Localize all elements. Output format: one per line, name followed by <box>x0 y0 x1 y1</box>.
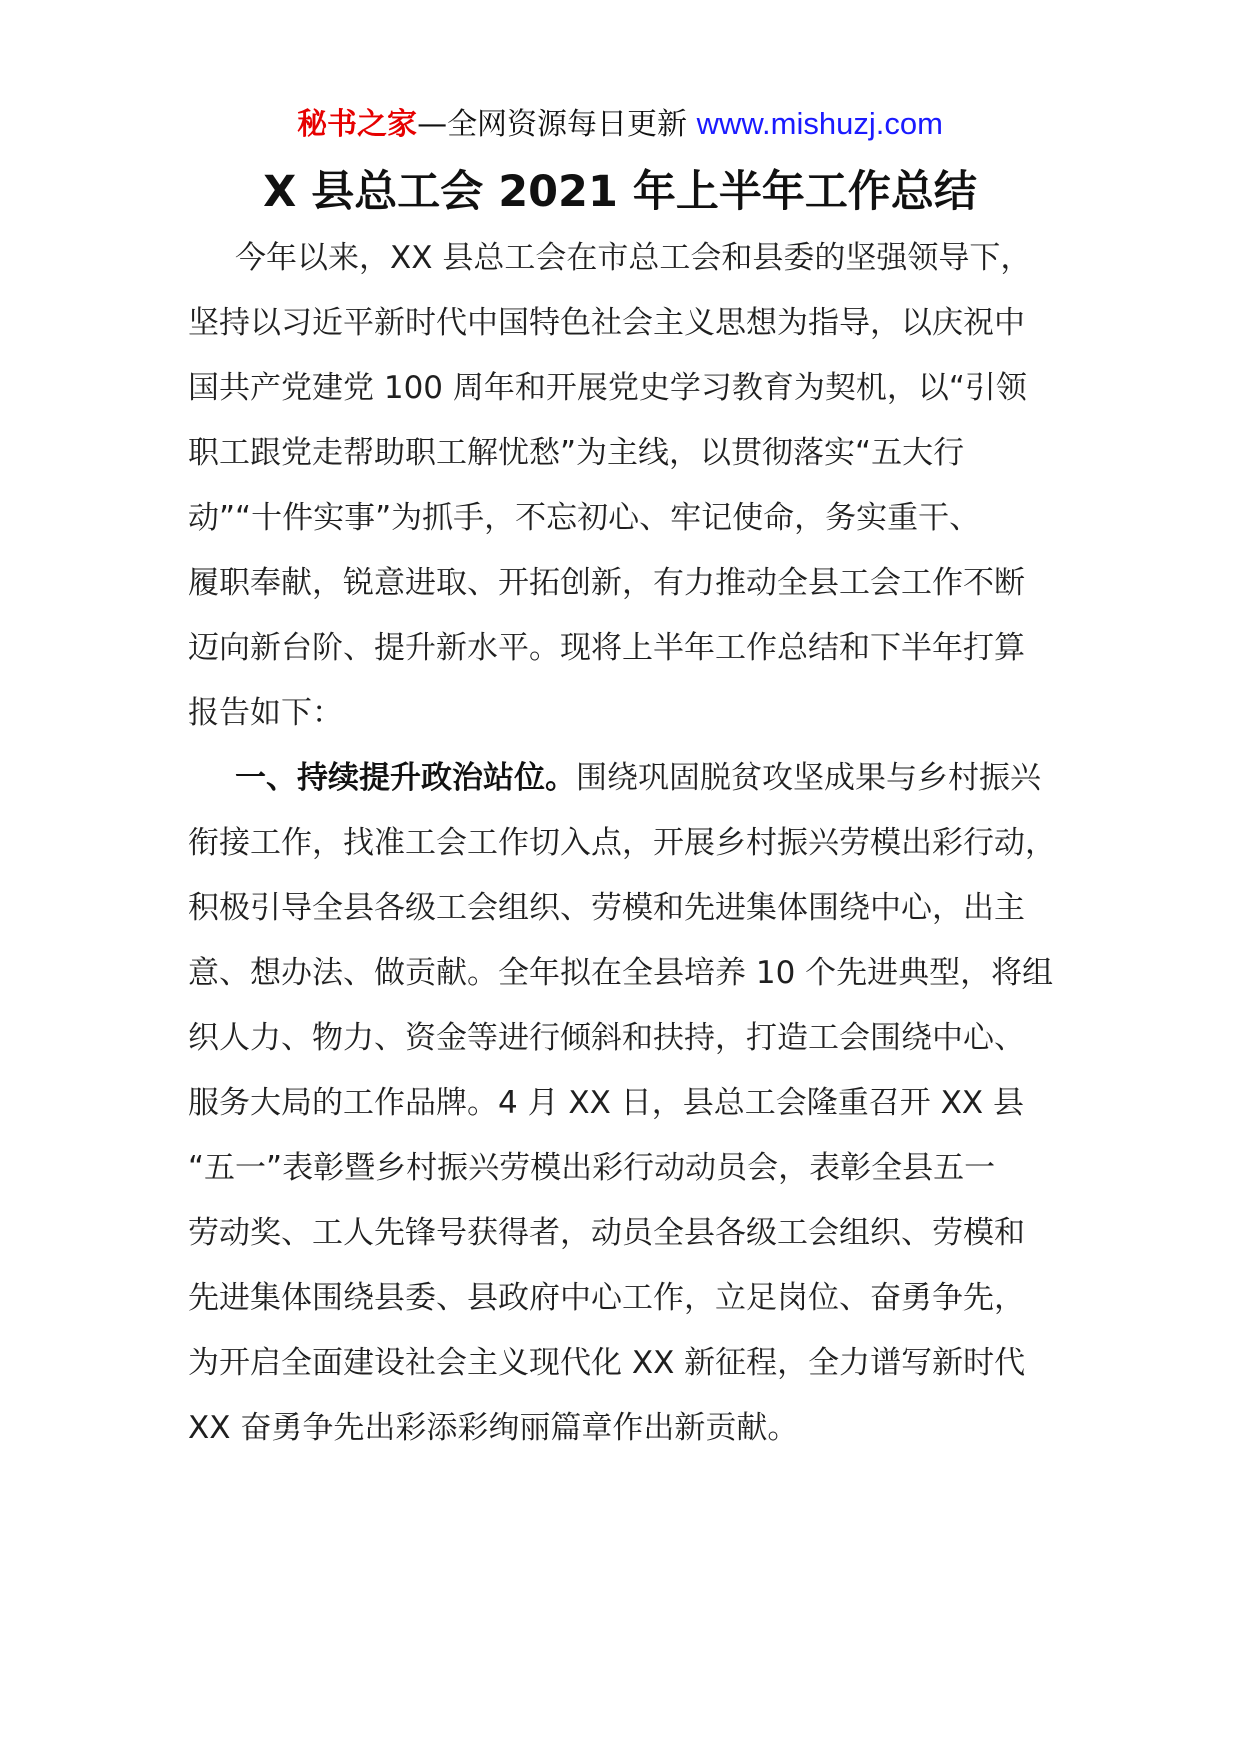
section-1-line: 劳动奖、工人先锋号获得者，动员全县各级工会组织、劳模和 <box>188 1215 1025 1251</box>
intro-line: 坚持以习近平新时代中国特色社会主义思想为指导，以庆祝中 <box>188 305 1025 341</box>
intro-line: 迈向新台阶、提升新水平。现将上半年工作总结和下半年打算 <box>188 630 1025 666</box>
intro-line: 履职奉献，锐意进取、开拓创新，有力推动全县工会工作不断 <box>188 565 1025 601</box>
section-1-line: 织人力、物力、资金等进行倾斜和扶持，打造工会围绕中心、 <box>188 1020 1025 1056</box>
section-1-line: 衔接工作，找准工会工作切入点，开展乡村振兴劳模出彩行动， <box>188 825 1056 861</box>
intro-line: 国共产党建党 100 周年和开展党史学习教育为契机，以“引领 <box>188 370 1027 406</box>
intro-line: 报告如下： <box>188 695 343 731</box>
intro-line: 动”“十件实事”为抓手，不忘初心、牢记使命，务实重干、 <box>188 500 981 536</box>
section-1-line: “五一”表彰暨乡村振兴劳模出彩行动动员会，表彰全县五一 <box>188 1150 996 1186</box>
section-1-line: 为开启全面建设社会主义现代化 XX 新征程，全力谱写新时代 <box>188 1345 1026 1381</box>
site-url-link[interactable]: www.mishuzj.com <box>696 106 943 141</box>
section-1-line: 积极引导全县各级工会组织、劳模和先进集体围绕中心，出主 <box>188 890 1025 926</box>
document-title: X 县总工会 2021 年上半年工作总结 <box>263 167 977 217</box>
section-1-heading: 一、持续提升政治站位。 <box>235 760 576 796</box>
section-1-line: XX 奋勇争先出彩添彩绚丽篇章作出新贡献。 <box>188 1410 799 1446</box>
section-1-first-line <box>188 746 1088 811</box>
document-body <box>188 226 1088 1461</box>
section-1-line: 服务大局的工作品牌。4 月 XX 日，县总工会隆重召开 XX 县 <box>188 1085 1024 1121</box>
section-1-line: 先进集体围绕县委、县政府中心工作，立足岗位、奋勇争先， <box>188 1280 1025 1316</box>
intro-line: 职工跟党走帮助职工解忧愁”为主线，以贯彻落实“五大行 <box>188 435 965 471</box>
intro-line: 今年以来，XX 县总工会在市总工会和县委的坚强领导下， <box>235 240 1032 276</box>
section-1-lead-text: 围绕巩固脱贫攻坚成果与乡村振兴 <box>576 760 1041 796</box>
header-tagline: —全网资源每日更新 <box>417 107 688 142</box>
site-header <box>0 102 1240 147</box>
section-1-line: 意、想办法、做贡献。全年拟在全县培养 10 个先进典型，将组 <box>188 955 1054 991</box>
brand-name: 秘书之家 <box>297 107 418 142</box>
